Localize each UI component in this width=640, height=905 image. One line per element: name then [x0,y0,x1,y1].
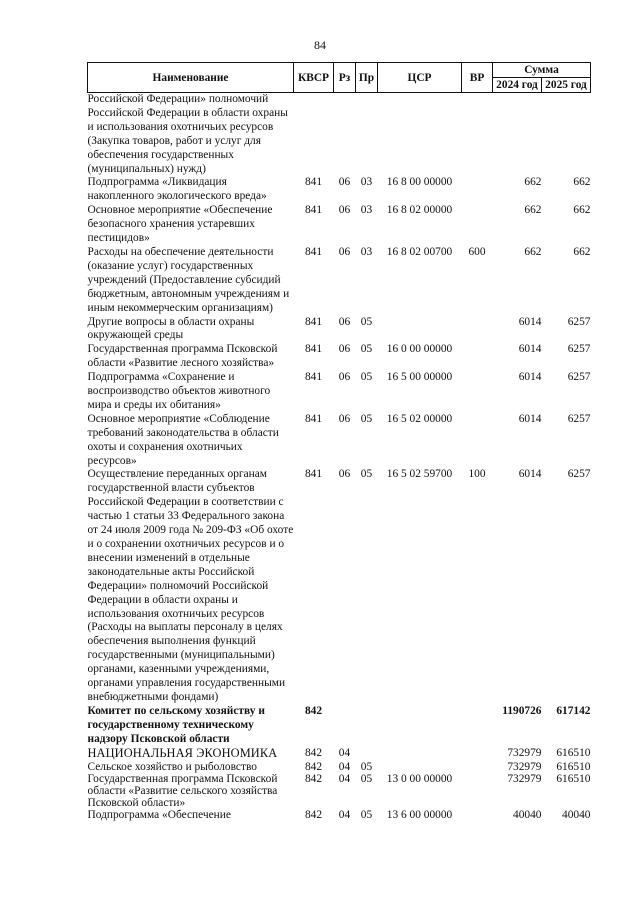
cell-csr: 16 5 00 00000 [386,371,453,384]
table-row [88,747,591,761]
cell-kvsr: 842 [304,704,323,717]
cell-vr [462,705,493,747]
cell-y2025: 40040 [562,808,591,821]
cell-rz: 06 [338,412,351,425]
cell-kvsr: 841 [304,315,323,328]
cell-pr [356,93,378,177]
cell-y2024: 6014 [518,468,542,481]
cell-vr [462,343,493,371]
header-sum: Сумма [493,63,591,78]
cell-vr: 600 [468,245,486,258]
cell-vr [462,371,493,413]
cell-pr: 03 [360,245,373,258]
cell-y2024: 6014 [518,315,542,328]
cell-rz: 06 [338,176,351,189]
cell-rz: 04 [338,760,351,773]
table-row [88,93,591,177]
cell-y2025: 6257 [567,315,591,328]
cell-kvsr: 842 [304,808,323,821]
cell-kvsr: 841 [304,204,323,217]
cell-pr [356,705,378,747]
header-name: Наименование [88,63,294,93]
cell-y2025: 616510 [556,760,591,773]
cell-vr [462,747,493,761]
cell-kvsr: 841 [304,371,323,384]
cell-rz [334,93,356,177]
cell-csr: 16 8 02 00000 [386,204,453,217]
table-row [88,176,591,204]
header-csr: ЦСР [378,63,462,93]
header-year-2025: 2025 год [542,78,591,93]
cell-y2024: 732979 [507,760,542,773]
cell-pr: 05 [360,412,373,425]
cell-name: Подпрограмма «Обеспечение [87,808,231,821]
cell-csr [378,93,462,177]
cell-rz: 04 [338,808,351,821]
cell-vr [462,809,493,823]
cell-vr [462,176,493,204]
cell-name: Подпрограмма «Сохранение и воспроизводство объектов животного мира и среды их обитания» [87,371,271,411]
cell-y2025: 6257 [567,371,591,384]
cell-pr: 03 [360,176,373,189]
cell-y2025: 616510 [556,746,591,759]
cell-y2025 [542,93,591,177]
cell-name: Подпрограмма «Ликвидация накопленного экологического вреда» [87,176,267,203]
header-rz: Рз [334,63,356,93]
cell-y2024: 6014 [518,343,542,356]
cell-csr: 13 0 00 00000 [386,772,453,785]
cell-y2025: 6257 [567,412,591,425]
cell-name: Государственная программа Псковской области «Развитие сельского хозяйства Псковской области» [87,772,278,809]
cell-kvsr: 842 [304,746,323,759]
cell-vr [462,413,493,469]
cell-pr: 05 [360,371,373,384]
cell-rz: 06 [338,371,351,384]
cell-y2025: 662 [573,204,591,217]
cell-csr: 16 0 00 00000 [386,343,453,356]
cell-pr: 05 [360,772,373,785]
cell-vr [462,93,493,177]
cell-csr: 16 8 00 00000 [386,176,453,189]
cell-name: Сельское хозяйство и рыболовство [87,760,257,773]
header-pr: Пр [356,63,378,93]
table-row [88,413,591,469]
cell-pr: 05 [360,468,373,481]
table-row [88,343,591,371]
cell-kvsr: 841 [304,245,323,258]
page-number: 84 [314,38,326,52]
cell-name: Государственная программа Псковской области «Развитие лесного хозяйства» [87,343,278,370]
cell-y2024: 662 [524,245,542,258]
header-year-2024: 2024 год [493,78,542,93]
cell-y2024: 6014 [518,412,542,425]
cell-rz: 06 [338,468,351,481]
cell-y2025: 6257 [567,468,591,481]
cell-vr [462,761,493,773]
table-row [88,809,591,823]
cell-name: Основное мероприятие «Обеспечение безопасного хранения устаревших пестицидов» [87,204,273,245]
cell-name: Основное мероприятие «Соблюдение требований законодательства в области охоты и сохранения охотничьих ресурсов» [87,412,279,467]
cell-kvsr: 841 [304,343,323,356]
budget-table [87,62,591,822]
cell-y2025: 616510 [556,772,591,785]
cell-csr [378,761,462,773]
cell-rz [334,705,356,747]
cell-csr: 16 5 02 00000 [386,412,453,425]
table-row [88,773,591,809]
cell-y2024 [493,93,542,177]
cell-name: Комитет по сельскому хозяйству и государственному техническому надзору Псковской области [87,704,265,745]
cell-csr: 16 8 02 00700 [386,245,453,258]
table-row [88,468,591,704]
cell-name: Другие вопросы в области охраны окружающей среды [87,315,255,342]
cell-y2025: 617142 [556,704,591,717]
cell-name: Российской Федерации» полномочий Российской Федерации в области охраны и использования охотничьих ресурсов (Закупка товаров, работ и услуг для обеспечения государственных (муниципальных) нужд) [87,93,288,175]
cell-y2024: 662 [524,204,542,217]
cell-name: НАЦИОНАЛЬНАЯ ЭКОНОМИКА [87,745,278,760]
cell-pr: 05 [360,760,373,773]
cell-kvsr: 841 [304,468,323,481]
header-kvsr: КВСР [294,63,334,93]
cell-csr: 13 6 00 00000 [386,808,453,821]
cell-kvsr: 842 [304,760,323,773]
cell-pr: 03 [360,204,373,217]
cell-vr: 100 [468,468,486,481]
cell-name: Осуществление переданных органам государственной власти субъектов Российской Федерации в соответствии с частью 1 статьи 33 Федерального закона от 24 июля 2009 года № 209-ФЗ «Об охоте и о сохранении охотничьих ресурсов и о внесении изменений в отдельные законодательные акты Российской Федерации» полномочий Российской Федерации в области охраны и использования охотничьих ресурсов (Расходы на выплаты персоналу в целях обеспечения выполнения функций государственными (муниципальными) органами, казенными учреждениями, органами управления государственными внебюджетными фондами) [87,468,294,703]
cell-csr [378,747,462,761]
cell-y2024: 662 [524,176,542,189]
cell-y2024: 40040 [513,808,542,821]
cell-pr [356,747,378,761]
table-row [88,371,591,413]
cell-pr: 05 [360,808,373,821]
cell-csr: 16 5 02 59700 [386,468,453,481]
cell-vr [462,773,493,809]
table-row [88,246,591,316]
cell-kvsr: 841 [304,176,323,189]
cell-rz: 06 [338,315,351,328]
cell-pr: 05 [360,315,373,328]
cell-csr [378,316,462,344]
table-row [88,705,591,747]
cell-y2025: 662 [573,176,591,189]
cell-rz: 06 [338,245,351,258]
cell-y2024: 1190726 [502,704,542,717]
cell-rz: 06 [338,204,351,217]
cell-y2024: 732979 [507,746,542,759]
table-row [88,316,591,344]
cell-csr [378,705,462,747]
table-row [88,761,591,773]
table-body [88,93,591,823]
cell-rz: 06 [338,343,351,356]
table-row [88,204,591,246]
cell-kvsr: 842 [304,772,323,785]
cell-rz: 04 [338,746,351,759]
cell-name: Расходы на обеспечение деятельности (оказание услуг) государственных учреждений (Предоставление субсидий бюджетным, автономным учреждениям и иным некоммерческим организациям) [87,245,290,314]
cell-kvsr: 841 [304,412,323,425]
cell-y2025: 662 [573,245,591,258]
cell-y2024: 6014 [518,371,542,384]
cell-kvsr [294,93,334,177]
cell-vr [462,204,493,246]
cell-vr [462,316,493,344]
cell-pr: 05 [360,343,373,356]
cell-y2024: 732979 [507,772,542,785]
cell-y2025: 6257 [567,343,591,356]
cell-rz: 04 [338,772,351,785]
header-vr: ВР [462,63,493,93]
